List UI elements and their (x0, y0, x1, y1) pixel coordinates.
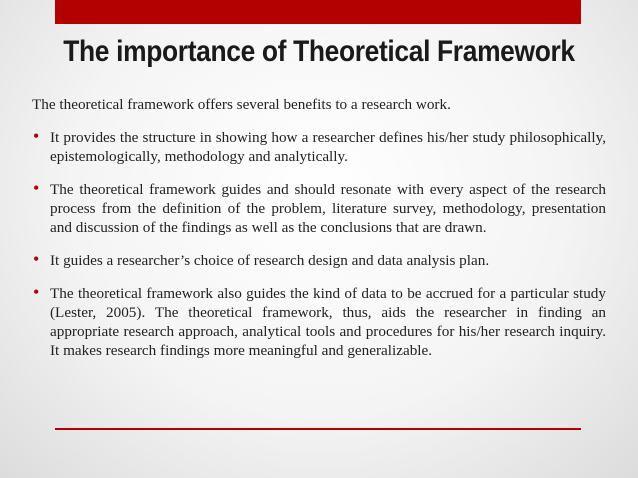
slide-title: The importance of Theoretical Framework (63, 35, 575, 68)
intro-text: The theoretical framework offers several benefits to a research work. (32, 96, 451, 113)
bullet-icon: • (33, 126, 40, 146)
bullet-icon: • (33, 282, 40, 302)
bullet-item (32, 284, 606, 360)
bullet-item (32, 128, 606, 166)
bullet-text: It provides the structure in showing how a researcher defines his/her study philosophically, epistemologically, methodology and analytically. (50, 129, 606, 165)
bullet-icon: • (33, 178, 40, 198)
bullet-icon: • (33, 249, 40, 269)
bullet-list (32, 128, 606, 360)
bullet-text: The theoretical framework also guides the kind of data to be accrued for a particular study (Lester, 2005). The theoretical framework, thus, aids the researcher in finding an appropriate research approach, analytical tools and procedures for his/her research inquiry. It makes research findings more meaningful and generalizable. (50, 285, 606, 359)
slide-content (32, 95, 606, 374)
top-accent-bar (55, 0, 581, 24)
bullet-item (32, 180, 606, 237)
bullet-text: The theoretical framework guides and should resonate with every aspect of the research process from the definition of the problem, literature survey, methodology, presentation and discussion of the findings as well as the conclusions that are drawn. (50, 181, 606, 236)
bullet-text: It guides a researcher’s choice of research design and data analysis plan. (50, 252, 490, 269)
bullet-item (32, 251, 606, 270)
bottom-accent-rule (55, 428, 581, 430)
